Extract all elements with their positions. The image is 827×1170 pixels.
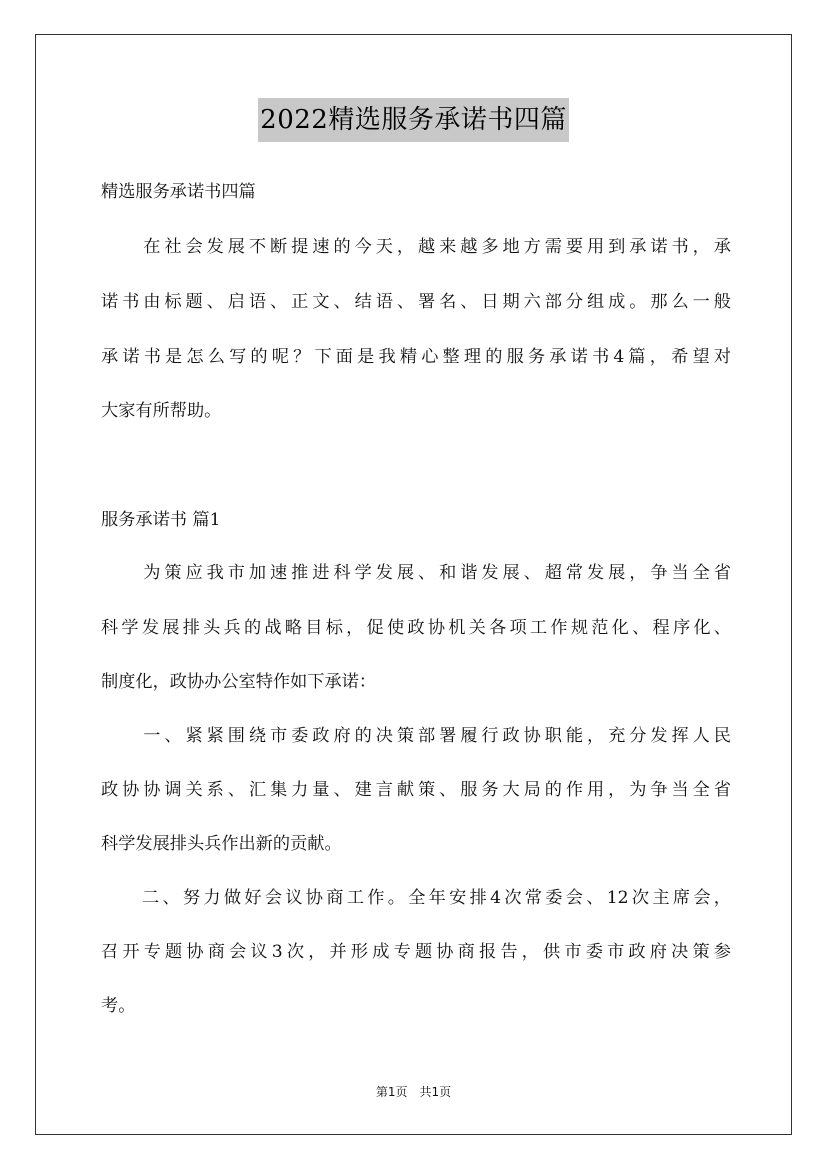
intro-line: 诺书由标题、启语、正文、结语、署名、日期六部分组成。那么一般: [101, 292, 731, 312]
body-line: 政协协调关系、汇集力量、建言献策、服务大局的作用，为争当全省: [101, 780, 731, 800]
intro-line: 大家有所帮助。: [101, 401, 222, 421]
body-line: 二、努力做好会议协商工作。全年安排4次常委会、12次主席会，: [101, 888, 731, 908]
body-line: 一、紧紧围绕市委政府的决策部署履行政协职能，充分发挥人民: [101, 726, 731, 746]
body-line: 召开专题协商会议3次，并形成专题协商报告，供市委市政府决策参: [101, 942, 731, 962]
intro-line: 在社会发展不断提速的今天，越来越多地方需要用到承诺书，承: [101, 237, 731, 257]
body-line: 科学发展排头兵作出新的贡献。: [101, 834, 342, 854]
body-line: 科学发展排头兵的战略目标，促使政协机关各项工作规范化、程序化、: [101, 618, 731, 638]
document-title: 2022精选服务承诺书四篇: [258, 98, 569, 142]
subtitle: 精选服务承诺书四篇: [101, 182, 256, 202]
body-line: 考。: [101, 996, 136, 1016]
page-footer: 第1页 共1页: [375, 1085, 452, 1099]
section-heading: 服务承诺书 篇1: [101, 510, 221, 530]
body-line: 制度化，政协办公室特作如下承诺：: [101, 672, 377, 692]
title-container: [0, 98, 827, 142]
body-line: 为策应我市加速推进科学发展、和谐发展、超常发展，争当全省: [101, 563, 731, 583]
intro-line: 承诺书是怎么写的呢？下面是我精心整理的服务承诺书4篇，希望对: [101, 347, 731, 367]
